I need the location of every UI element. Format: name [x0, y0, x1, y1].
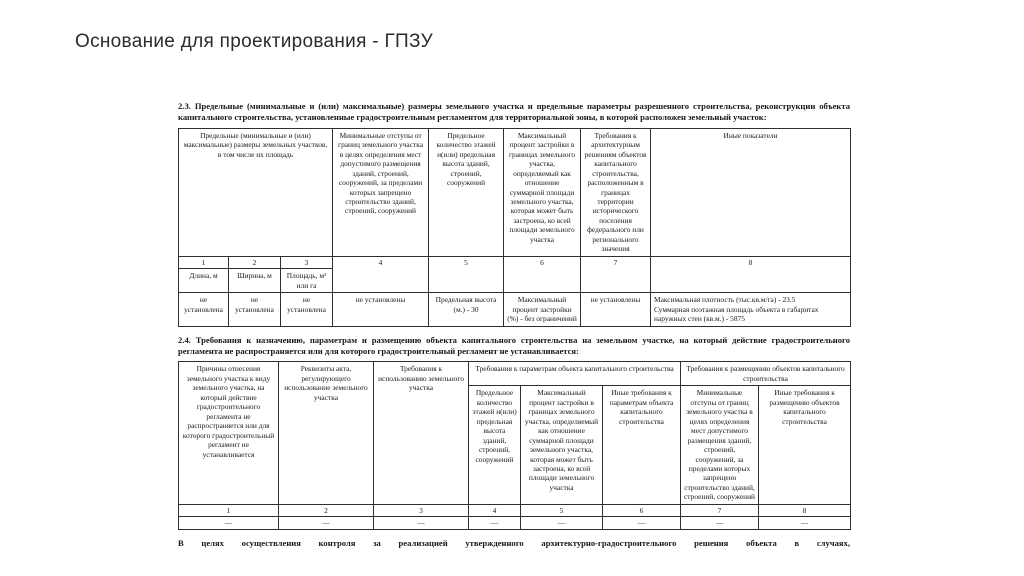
value-total-floor-area: Суммарная поэтажная площадь объекта в габаритах наружных стен (кв.м.) - 5875 [654, 304, 819, 324]
th-coverage-2: Максимальный процент застройки в границах земельного участка, определяемый как отношение суммарной площади земельного участка, которая может быть застроена, ко всей площади земельного участка [521, 386, 603, 505]
value-coverage: Максимальный процент застройки (%) - без ограничений [504, 293, 581, 326]
value2-1: — [179, 517, 279, 529]
value-other-indicators [651, 293, 851, 326]
value-width: не установлена [229, 293, 281, 326]
value2-7: — [681, 517, 759, 529]
th-setbacks: Минимальные отступы от границ земельного участка в целях определения мест допустимого размещения зданий, строений, сооружений, за пределами которых запрещено строительство зданий, строений, сооружений [333, 128, 429, 256]
value-area: не установлена [281, 293, 333, 326]
col2-number-5: 5 [521, 504, 603, 516]
column-number-row [179, 256, 851, 268]
group-header-row [179, 362, 851, 386]
col2-number-4: 4 [469, 504, 521, 516]
th-floors-height-2: Предельное количество этажей и(или) предельная высота зданий, строений, сооружений [469, 386, 521, 505]
th-other-placement-reqs: Иные требования к размещению объектов капитального строительства [759, 386, 851, 505]
col-number-8: 8 [651, 256, 851, 292]
col-number-3: 3 [281, 256, 333, 268]
value2-8: — [759, 517, 851, 529]
th-other-indicators: Иные показатели [651, 128, 851, 256]
col2-number-7: 7 [681, 504, 759, 516]
value-length: не установлена [179, 293, 229, 326]
col-number-4: 4 [333, 256, 429, 292]
col-number-2: 2 [229, 256, 281, 268]
th-architectural: Требования к архитектурным решениям объектов капитального строительства, расположенным в границах территории исторического поселения федерального или регионального значения [581, 128, 651, 256]
value-height: Предельная высота (м.) - 30 [429, 293, 504, 326]
value2-2: — [279, 517, 374, 529]
table-header-row [179, 128, 851, 256]
col-number-7: 7 [581, 256, 651, 292]
th-act-details: Реквизиты акта, регулирующего использование земельного участка [279, 362, 374, 505]
control-paragraph: В целях осуществления контроля за реализацией утвержденного архитектурно-градостроительного решения объекта в случаях, [178, 537, 850, 548]
empty-values-row [179, 517, 851, 529]
th-coverage: Максимальный процент застройки в границах земельного участка, определяемый как отношение суммарной площади земельного участка, которая может быть застроена, ко всей площади земельного участка [504, 128, 581, 256]
th-setbacks-2: Минимальные отступы от границ земельного участка в целях определения мест допустимого размещения зданий, строений, сооружений, за пределами которых запрещено строительство зданий, строений, сооружений [681, 386, 759, 505]
th-length: Длина, м [179, 269, 229, 293]
value-architectural: не установлены [581, 293, 651, 326]
col2-number-2: 2 [279, 504, 374, 516]
section-2-4-heading: 2.4. Требования к назначению, параметрам и размещению объекта капитального строительства на земельном участке, на который действие градостроительного регламента не распространяется или для которого градостроительный регламент не устанавливается: [178, 334, 850, 356]
requirements-table [178, 361, 851, 530]
col2-number-1: 1 [179, 504, 279, 516]
value2-3: — [374, 517, 469, 529]
document-page [178, 101, 850, 549]
slide-title: Основание для проектирования - ГПЗУ [75, 31, 433, 52]
col2-number-6: 6 [603, 504, 681, 516]
table-data-row [179, 293, 851, 326]
limit-parameters-table [178, 128, 851, 327]
value2-4: — [469, 517, 521, 529]
section-2-3-heading: 2.3. Предельные (минимальные и (или) максимальные) размеры земельного участка и предельные параметры разрешенного строительства, реконструкции объекта капитального строительства, установленные градостроительным регламентом для территориальной зоны, в которой расположен земельный участок: [178, 101, 850, 123]
column-number-row-2 [179, 504, 851, 516]
col-number-1: 1 [179, 256, 229, 268]
value2-5: — [521, 517, 603, 529]
value-density: Максимальная плотность (тыс.кв.м/га) - 23.5 [654, 295, 796, 305]
th-area: Площадь, м² или га [281, 269, 333, 293]
col2-number-3: 3 [374, 504, 469, 516]
th-other-param-reqs: Иные требования к параметрам объекта капитального строительства [603, 386, 681, 505]
value2-6: — [603, 517, 681, 529]
th-floors-height: Предельное количество этажей и(или) предельная высота зданий, строений, сооружений [429, 128, 504, 256]
col2-number-8: 8 [759, 504, 851, 516]
th-land-use: Требования к использованию земельного участка [374, 362, 469, 505]
col-number-5: 5 [429, 256, 504, 292]
value-setbacks: не установлены [333, 293, 429, 326]
th-group-object-placement: Требования к размещению объектов капитального строительства [681, 362, 851, 386]
th-group-object-parameters: Требования к параметрам объекта капитального строительства [469, 362, 681, 386]
th-width: Ширина, м [229, 269, 281, 293]
th-size-limits: Предельные (минимальные и (или) максимальные) размеры земельных участков, в том числе их площадь [179, 128, 333, 256]
col-number-6: 6 [504, 256, 581, 292]
th-reasons: Причины отнесения земельного участка к виду земельного участка, на который действие градостроительного регламента не распространяется или для которого градостроительный регламент не устанавливается [179, 362, 279, 505]
